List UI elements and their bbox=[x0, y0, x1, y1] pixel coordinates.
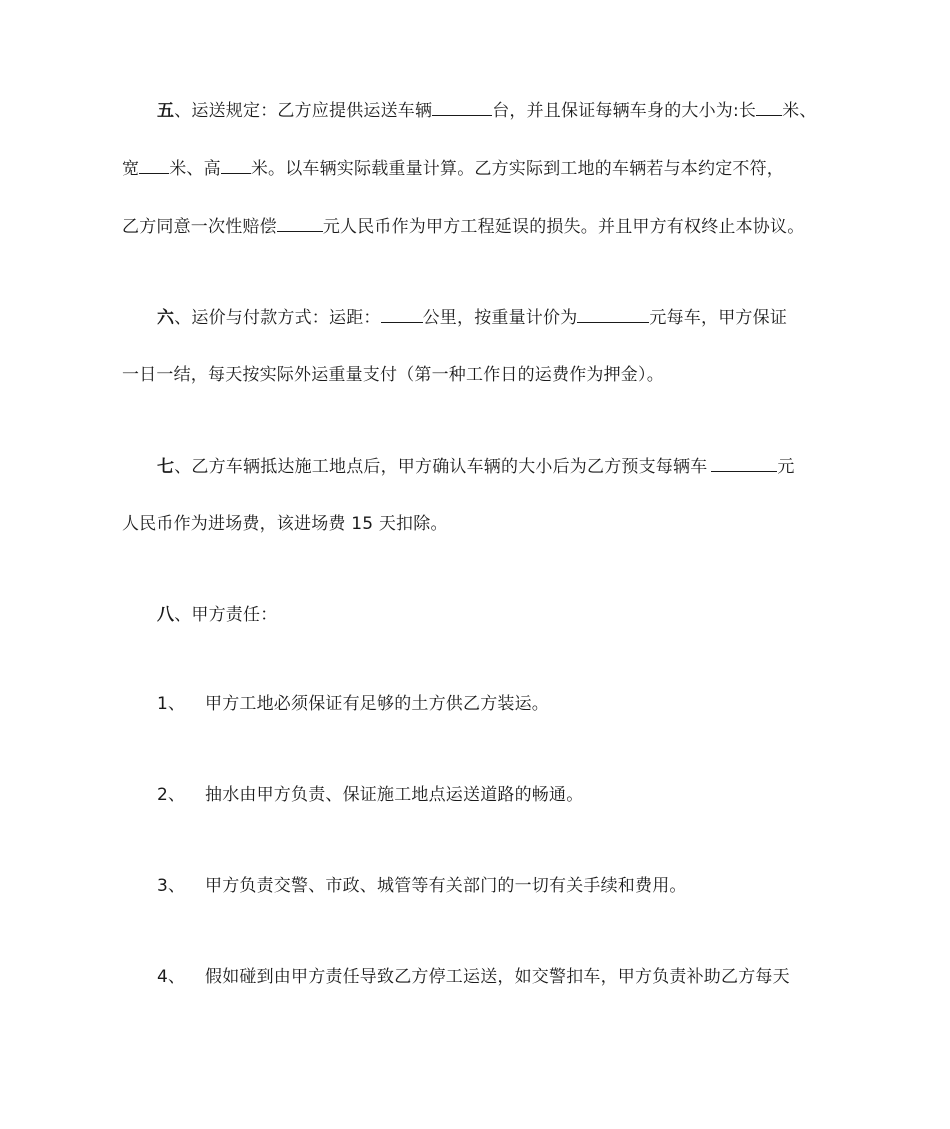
section-seven-line-1 bbox=[157, 454, 877, 479]
section-seven-heading: 七 bbox=[157, 457, 175, 477]
list-item-text: 假如碰到由甲方责任导致乙方停工运送，如交警扣车，甲方负责补助乙方每天 bbox=[205, 967, 790, 987]
advance-fee-blank bbox=[711, 454, 777, 472]
list-item-text: 甲方负责交警、市政、城管等有关部门的一切有关手续和费用。 bbox=[205, 876, 687, 896]
vehicle-count-blank bbox=[432, 98, 492, 116]
list-item bbox=[157, 783, 877, 807]
section-six-line-1 bbox=[157, 305, 877, 330]
compensation-blank bbox=[277, 214, 323, 232]
section-six-text-2: 一日一结，每天按实际外运重量支付（第一种工作日的运费作为押金）。 bbox=[122, 365, 664, 385]
section-eight-text: 、甲方责任： bbox=[174, 605, 278, 625]
section-eight-heading: 八 bbox=[157, 605, 175, 625]
section-five-text-2a: 宽 bbox=[122, 159, 140, 179]
length-blank bbox=[756, 98, 782, 116]
list-item bbox=[157, 965, 877, 989]
section-seven-line-2 bbox=[122, 512, 842, 536]
section-six-text-1a: 、运价与付款方式：运距： bbox=[174, 308, 381, 328]
height-blank bbox=[221, 156, 251, 174]
list-item-number: 2、 bbox=[157, 785, 186, 805]
list-item-number: 4、 bbox=[157, 967, 186, 987]
section-seven-text-1b: 元 bbox=[777, 457, 795, 477]
section-six-heading: 六 bbox=[157, 308, 175, 328]
section-eight-title bbox=[157, 603, 877, 627]
list-item-number: 1、 bbox=[157, 694, 186, 714]
section-six-text-1c: 元每车，甲方保证 bbox=[649, 308, 788, 328]
section-five-text-2c: 米。以车辆实际载重量计算。乙方实际到工地的车辆若与本约定不符， bbox=[250, 159, 785, 179]
section-five-text-2b: 米、高 bbox=[169, 159, 221, 179]
list-item bbox=[157, 874, 877, 898]
section-five-text-1a: 、运送规定：乙方应提供运送车辆 bbox=[174, 101, 433, 121]
list-item-text: 抽水由甲方负责、保证施工地点运送道路的畅通。 bbox=[205, 785, 584, 805]
distance-blank bbox=[381, 305, 423, 323]
section-five-line-2 bbox=[122, 156, 842, 181]
section-seven-text-1a: 、乙方车辆抵达施工地点后，甲方确认车辆的大小后为乙方预支每辆车 bbox=[174, 457, 708, 477]
list-item-number: 3、 bbox=[157, 876, 186, 896]
section-five-heading: 五 bbox=[157, 101, 175, 121]
width-blank bbox=[139, 156, 169, 174]
section-five-text-3b: 元人民币作为甲方工程延误的损失。并且甲方有权终止本协议。 bbox=[322, 217, 805, 237]
section-six-text-1b: 公里，按重量计价为 bbox=[422, 308, 578, 328]
price-blank bbox=[577, 305, 649, 323]
section-five-text-1b: 台，并且保证每辆车身的大小为:长 bbox=[492, 101, 757, 121]
section-five-text-3a: 乙方同意一次性赔偿 bbox=[122, 217, 277, 237]
section-five-line-1 bbox=[157, 98, 877, 123]
section-five-line-3 bbox=[122, 214, 842, 239]
section-five-text-1c: 米、 bbox=[782, 101, 817, 121]
section-six-line-2 bbox=[122, 363, 842, 387]
list-item bbox=[157, 692, 877, 716]
section-seven-text-2: 人民币作为进场费，该进场费 15 天扣除。 bbox=[122, 514, 448, 534]
list-item-text: 甲方工地必须保证有足够的土方供乙方装运。 bbox=[205, 694, 549, 714]
